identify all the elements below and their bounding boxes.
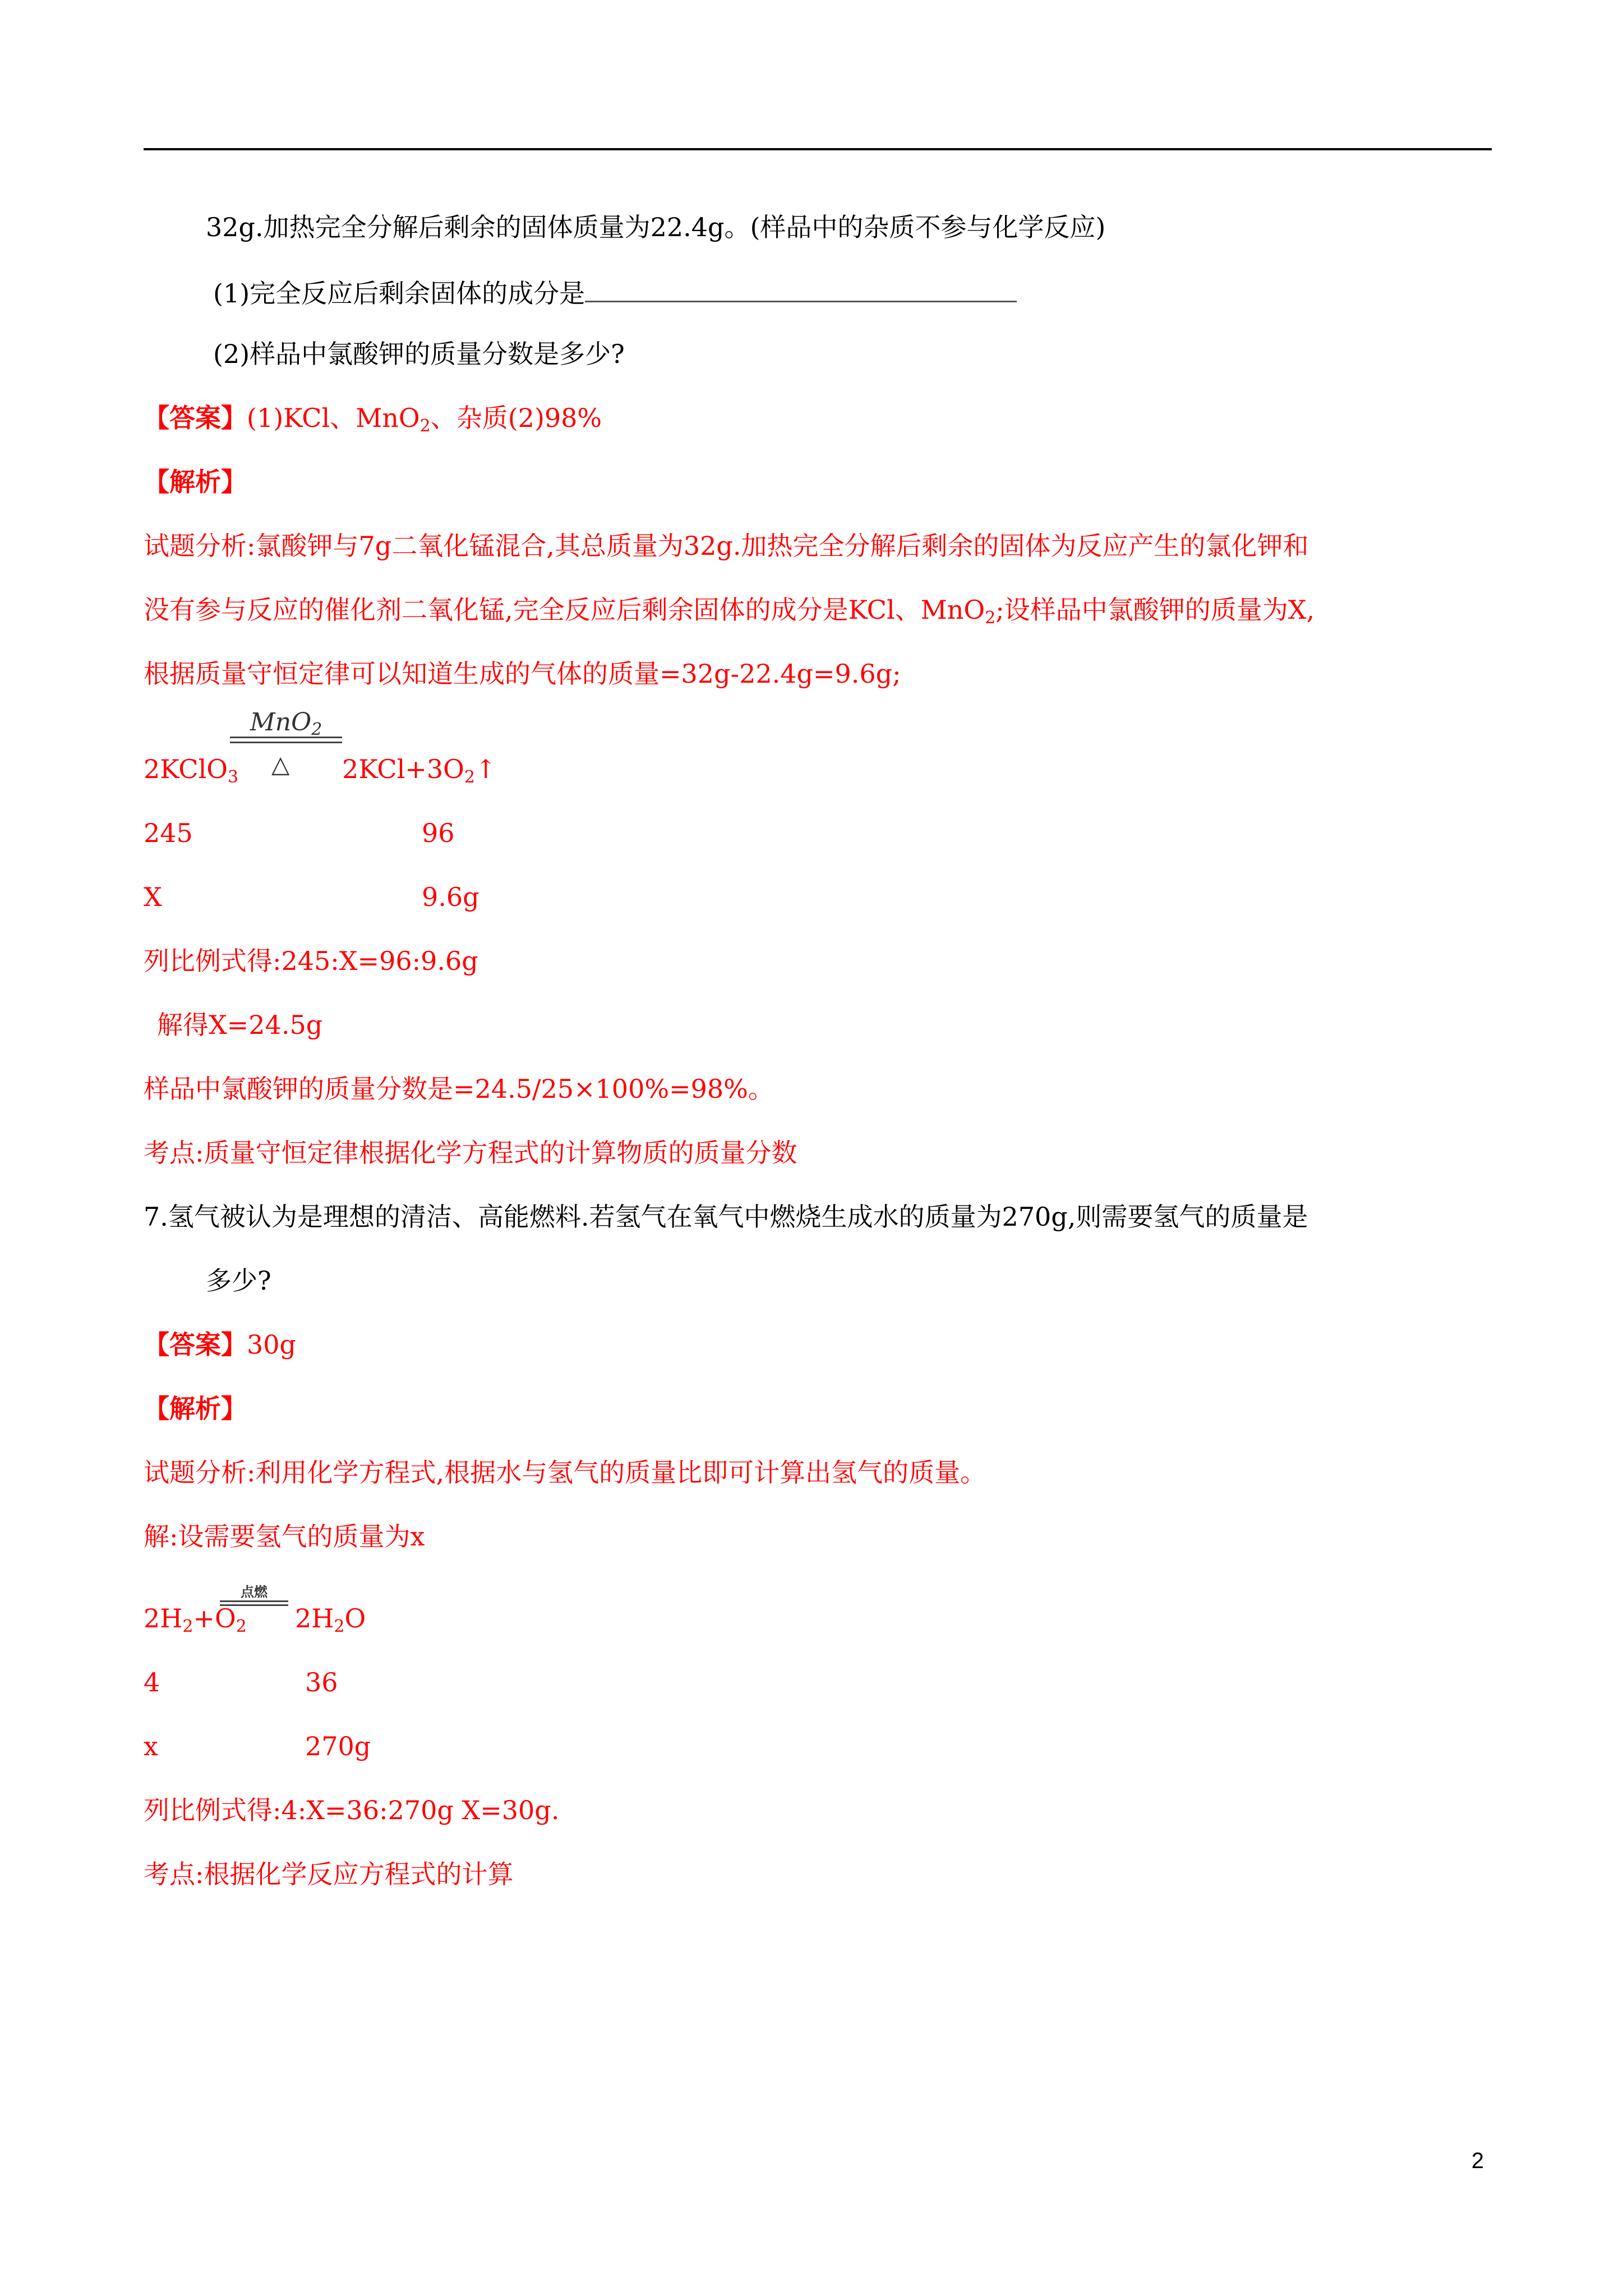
equation-products: $2KCl+3O_2↑$: [342, 754, 497, 787]
analysis-label: 【解析】: [144, 1393, 247, 1424]
kaodian-line: 考点:根据化学反应方程式的计算: [144, 1859, 514, 1889]
solution-line: 解:设需要氢气的质量为x: [144, 1521, 425, 1552]
analysis-label: 【解析】: [144, 467, 247, 497]
analysis-text: 没有参与反应的催化剂二氧化锰,完全反应后剩余固体的成分是KCl、MnO$_2$;设样品中氯酸钾的质量为X,: [144, 595, 1315, 628]
page-number: 2: [1471, 2148, 1484, 2173]
unknown-left: x: [144, 1731, 158, 1761]
molar-mass-right: 96: [422, 818, 455, 848]
question-text: 32g.加热完全分解后剩余的固体质量为22.4g。(样品中的杂质不参与化学反应): [206, 212, 1106, 242]
answer-line: 【答案】(1)KCl、MnO$_2$、杂质(2)98%: [144, 403, 602, 436]
analysis-text: 根据质量守恒定律可以知道生成的气体的质量=32g-22.4g=9.6g;: [144, 659, 901, 689]
reaction-arrow: [230, 737, 342, 743]
equation-reactants: 2KClO$_3$: [144, 754, 239, 787]
molar-mass-right: 36: [305, 1667, 338, 1697]
answer-label: 【答案】: [144, 403, 247, 433]
question-7-text-cont: 多少?: [206, 1266, 271, 1296]
question-part-1: (1)完全反应后剩余固体的成分是: [213, 278, 1017, 306]
analysis-text: 试题分析:利用化学方程式,根据水与氢气的质量比即可计算出氢气的质量。: [144, 1457, 986, 1488]
unknown-left: X: [144, 882, 162, 912]
solve-line: 解得X=24.5g: [157, 1010, 323, 1040]
reaction-condition: 点燃: [220, 1581, 288, 1606]
result-line: 样品中氯酸钾的质量分数是=24.5/25×100%=98%。: [144, 1074, 774, 1104]
kaodian-line: 考点:质量守恒定律根据化学方程式的计算物质的质量分数: [144, 1138, 797, 1168]
question-part-2: (2)样品中氯酸钾的质量分数是多少?: [213, 339, 625, 369]
equation-reactants: $2H_2+O_2$: [144, 1603, 247, 1636]
molar-mass-left: 4: [144, 1667, 160, 1697]
header-rule: [144, 148, 1492, 150]
answer-blank: [585, 278, 1017, 302]
answer-line: 【答案】30g: [144, 1329, 296, 1360]
heat-symbol: △: [271, 751, 290, 778]
unknown-right: 270g: [305, 1731, 371, 1761]
analysis-text: 试题分析:氯酸钾与7g二氧化锰混合,其总质量为32g.加热完全分解后剩余的固体为反应产生的氯化钾和: [144, 531, 1309, 561]
question-7-text: 7.氢气被认为是理想的清洁、高能燃料.若氢气在氧气中燃烧生成水的质量为270g,则需要氢气的质量是: [144, 1202, 1308, 1232]
ratio-line: 列比例式得:245:X=96:9.6g: [144, 946, 478, 976]
answer-label: 【答案】: [144, 1329, 247, 1360]
molar-mass-left: 245: [144, 818, 193, 848]
equation-products: $2H_2O$: [295, 1603, 366, 1636]
unknown-right: 9.6g: [422, 882, 479, 912]
ratio-line: 列比例式得:4:X=36:270g X=30g.: [144, 1795, 560, 1825]
reaction-condition: MnO$_2$: [230, 708, 342, 743]
